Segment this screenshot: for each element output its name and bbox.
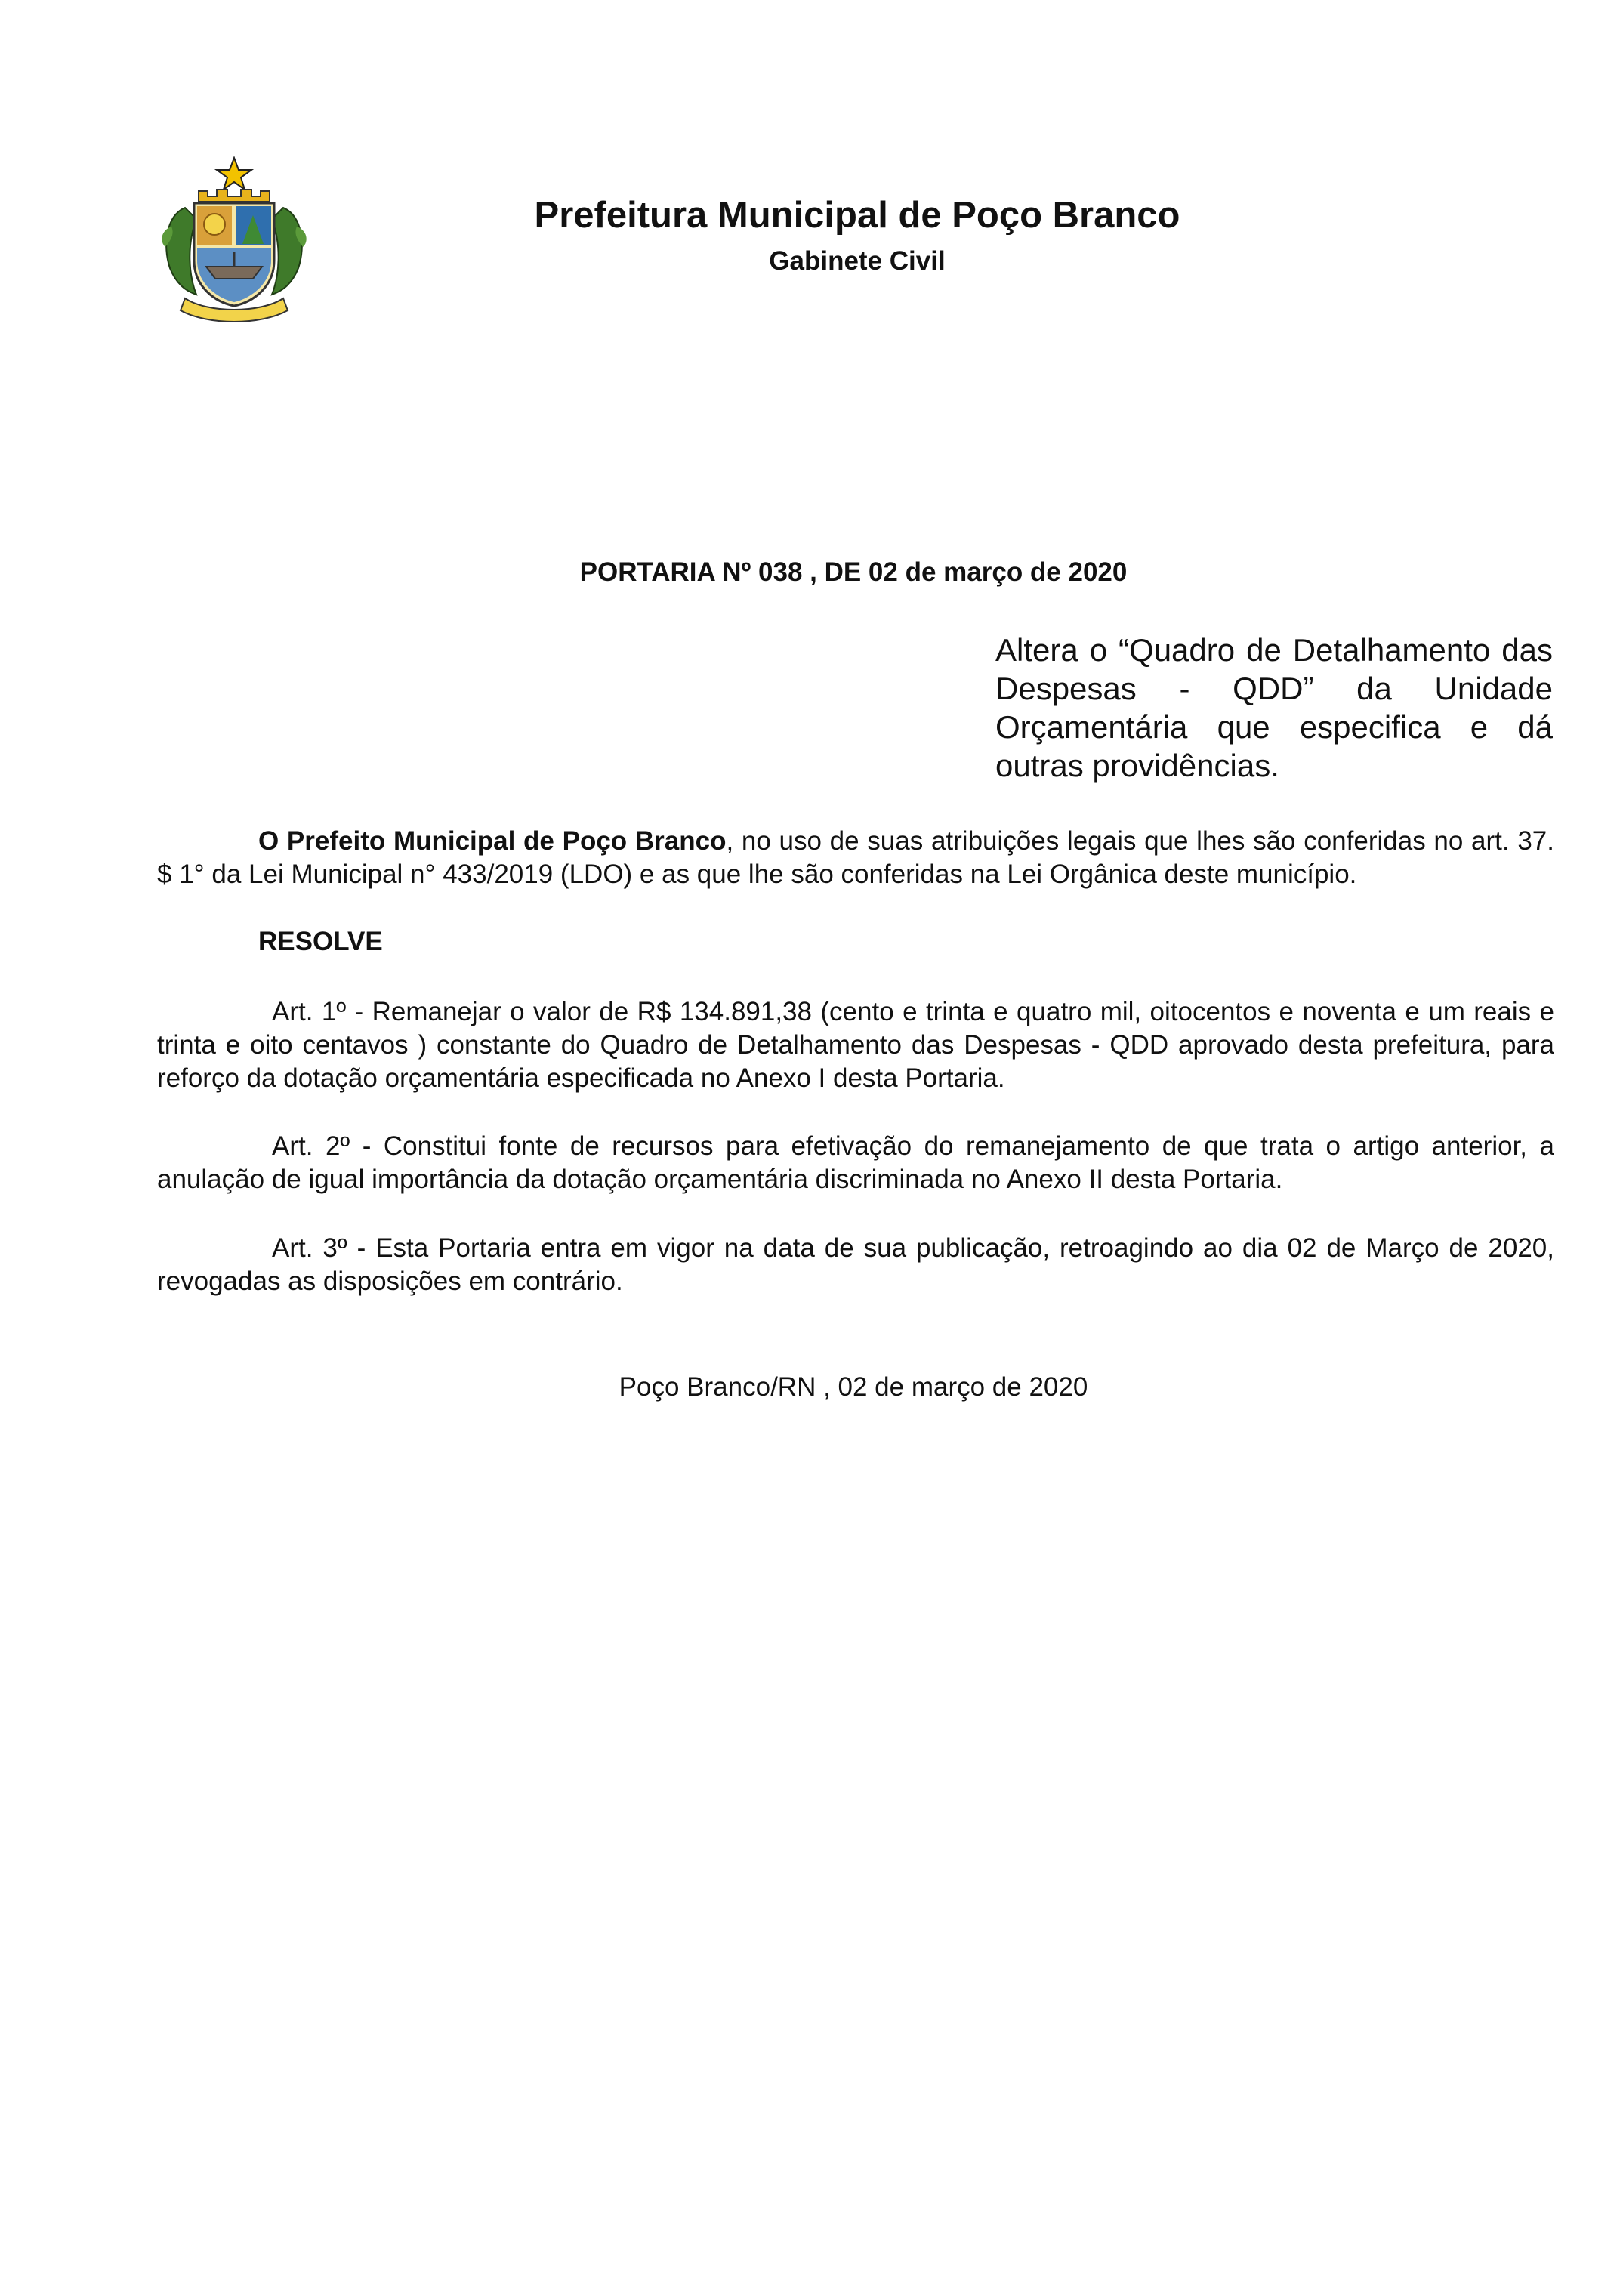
intro-paragraph [157,825,1554,891]
intro-bold-lead: O Prefeito Municipal de Poço Branco [258,826,727,856]
ementa: Altera o “Quadro de Detalhamento das Despesas - QDD” da Unidade Orçamentária que especifica e dá outras providências. [995,632,1553,783]
intro-text: , no uso de suas atribuições legais que lhes são conferidas no art. 37. $ 1° da Lei Municipal n° 433/2019 (LDO) e as que lhe são conferidas na Lei Orgânica deste município. [157,826,1554,889]
place-date-signoff: Poço Branco/RN , 02 de março de 2020 [619,1372,1088,1402]
article-3: Art. 3º - Esta Portaria entra em vigor na data de sua publicação, retroagindo ao dia 02 de Março de 2020, revogadas as disposições em contrário. [157,1233,1554,1296]
crown-icon [199,190,270,202]
municipal-coat-of-arms-icon [155,155,313,325]
resolve-heading: RESOLVE [258,927,383,956]
header-subtitle: Gabinete Civil [769,246,946,276]
header-title: Prefeitura Municipal de Poço Branco [534,195,1180,236]
article-1: Art. 1º - Remanejar o valor de R$ 134.891,38 (cento e trinta e quatro mil, oitocentos e noventa e um reais e trinta e oito centavos ) constante do Quadro de Detalhamento das Despesas - QDD aprovado desta prefeitura, para reforço da dotação orçamentária especificada no Anexo I desta Portaria. [157,997,1554,1093]
letterhead [468,193,1246,280]
star-icon [217,158,251,190]
article-2: Art. 2º - Constitui fonte de recursos para efetivação do remanejamento de que trata o artigo anterior, a anulação de igual importância da dotação orçamentária discriminada no Anexo II desta Portaria. [157,1131,1554,1194]
portaria-title: PORTARIA Nº 038 , DE 02 de março de 2020 [579,557,1128,587]
